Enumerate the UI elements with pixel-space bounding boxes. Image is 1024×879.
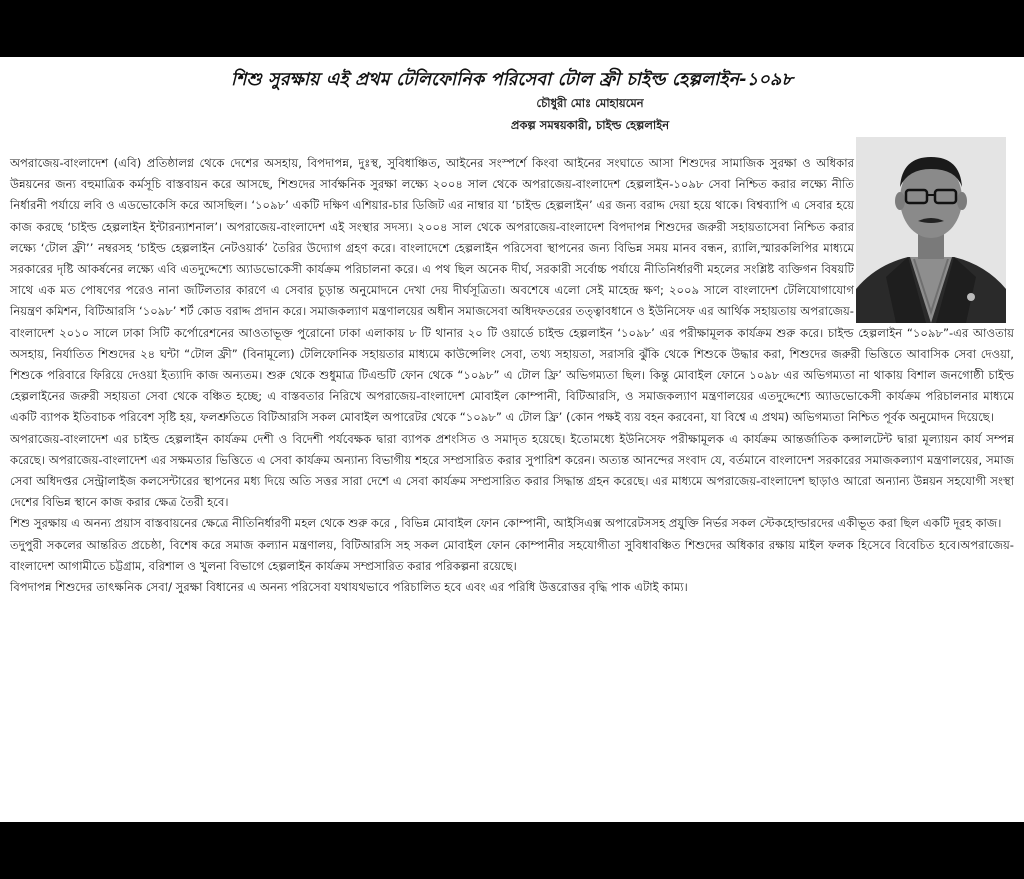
article-page — [0, 57, 1024, 822]
author-designation: প্রকল্প সমন্বয়কারী, চাইল্ড হেল্পলাইন — [510, 118, 670, 132]
paragraph-1: অপরাজেয়-বাংলাদেশ (এবি) প্রতিষ্ঠালগ্ন থেকে দেশের অসহায়, বিপদাপন্ন, দুঃস্থ, সুবিধাঞ্চিত, আইনের সংস্পর্শে কিংবা আইনের সংঘাতে আসা শিশুদের সামাজিক সুরক্ষা ও অধিকার উন্নয়নের জন্য বহুমাত্রিক কর্মসূচি বাস্তবায়ন করে আসছে, শিশুদের সার্বক্ষনিক সুরক্ষা লক্ষ্যে ২০০৪ সাল থেকে অপরাজেয়-বাংলাদেশ হেল্পলাইন-১০৯৮ সেবা নিশ্চিত করার লক্ষ্যে নীতি নির্ধারনী পর্যায়ে লবি ও এডভোকেসি করে আসছিল। ‘১০৯৮’ একটি দক্ষিণ এশিয়ার-চার ডিজিট এর নাম্বার যা ‘চাইল্ড হেল্পলাইন’ এর জন্য বরাদ্দ দেয়া হয়ে থাকে। বিশ্বব্যাপি এ সেবার হয়ে কাজ করছে ‘চাইল্ড হেল্পলাইন ইন্টারন্যাশনাল’। অপরাজেয়-বাংলাদেশ এই সংস্থার সদস্য। ২০০৪ সাল থেকে অপরাজেয়-বাংলাদেশ বিপদাপন্ন শিশুদের জরুরী সহায়তাসেবা নিশ্চিত করার লক্ষ্যে ‘টোল ফ্রী’’ নম্বরসহ ‘চাইল্ড হেল্পলাইন নেটওয়ার্ক’ তৈরির উদ্যোগ গ্রহণ করে। বাংলাদেশে হেল্পলাইন পরিসেবা স্থাপনের জন্য বিভিন্ন সময় মানব বন্ধন, র‌্যালি,স্মারকলিপির মাধ্যমে সরকারের দৃষ্টি আকর্ষনের লক্ষ্যে এবি এতদুদ্দেশ্যে অ্যাডভোকেসী কার্যক্রম পরিচালনা করে। এ পথ ছিল অনেক দীর্ঘ, সরকারী সর্বোচ্চ পর্যায়ে নীতিনির্ধারণী মহলের সংশ্লিষ্ট ব্যক্তিগন বিষয়টি সাথে এক মত পোষণের পরেও নানা জটিলতার কারণে এ সেবার চূড়ান্ত অনুমোদনে দেখা দেয় দীর্ঘসূত্রিতা। অবশেষে এলো সেই মাহেন্দ্র ক্ষণ; ২০০৯ সালে বাংলাদেশ টেলিযোগাযোগ নিয়ন্ত্রণ কমিশন, বিটিআরসি ‘১০৯৮’ শর্ট কোড বরাদ্দ প্রদান করে। সমাজকল্যাণ মন্ত্রণালয়ের অধীন সমাজসেবা অধিদফতরের তত্ত্বাবধানে ও ইউনিসেফ এর আর্থিক সহায়তায় অপরাজেয়-বাংলাদেশ ২০১০ সালে ঢাকা সিটি কর্পোরেশনের আওতাভূক্ত পুরোনো ঢাকা এলাকায় ৮ টি থানার ২০ টি ওয়ার্ডে চাইল্ড হেল্পলাইন ‘১০৯৮’ এর পরীক্ষামূলক কার্যক্রম শুরু করে। চাইল্ড হেল্পলাইন “১০৯৮”-এর আওতায় অসহায়, নির্যাতিত শিশুদের ২৪ ঘন্টা “টোল ফ্রী” (বিনামূল্যে) টেলিফোনিক সহায়তার মাধ্যমে কাউন্সেলিং সেবা, তথ্য সহায়তা, সরাসরি ঝুঁকি থেকে শিশুকে উদ্ধার করা, শিশুদের জরুরী ভিত্তিতে আবাসিক সেবা দেওয়া, শিশুকে পরিবারে ফিরিয়ে দেওয়া ইত্যাদি কাজ অন্যতম। শুরু থেকে শুধুমাত্র টিএন্ডটি ফোন থেকে “১০৯৮” এ টোল ফ্রি’ অভিগম্যতা ছিল। কিন্তু মোবাইল ফোনে ১০৯৮ এর অভিগম্যতা না থাকায় বিশাল জনগোষ্ঠী চাইল্ড হেল্পলাইনের জরুরী সহায়তা সেবা থেকে বঞ্চিত হচ্ছে; এ বাস্তবতার নিরিখে অপরাজেয়-বাংলাদেশ মোবাইল কোম্পানী, বিটিআরসি, ও সমাজকল্যাণ মন্ত্রণালয়ের এতদুদ্দেশ্যে অ্যাডভোকেসী কার্যক্রম পরিচালনার মাধ্যমে একটি ব্যাপক ইতিবাচক পরিবেশ সৃষ্টি হয়, ফলশ্রুতিতে বিটিআরসি সকল মোবাইল অপারেটর থেকে “১০৯৮” এ টোল ফ্রি’ (কোন পক্ষই ব্যয় বহন করবেনা, যা বিশ্বে এ প্রথম) অভিগম্যতা নিশ্চিত পূর্বক অনুমোদন দিয়েছে। — [10, 156, 1014, 425]
article-title: শিশু সুরক্ষায় এই প্রথম টেলিফোনিক পরিসেবা টোল ফ্রী চাইল্ড হেল্পলাইন-১০৯৮ — [230, 70, 794, 90]
paragraph-3: শিশু সুরক্ষায় এ অনন্য প্রয়াস বাস্তবায়নের ক্ষেত্রে নীতিনির্ধারণী মহল থেকে শুরু করে , বিভিন্ন মোবাইল ফোন কোম্পানী, আইসিএক্স অপারেটসসহ প্রযুক্তি নির্ভর সকল স্টেকহোল্ডারদের একীভূত করা ছিল একটি দূরহ কাজ। — [10, 516, 1002, 531]
paragraph-5: বিপদাপন্ন শিশুদের তাৎক্ষনিক সেবা/ সুরক্ষা বিধানের এ অনন্য পরিসেবা যথাযথভাবে পরিচালিত হবে এবং এর পরিধি উত্তরোত্তর বৃদ্ধি পাক এটাই কাম্য। — [10, 580, 688, 595]
article-body — [10, 153, 1014, 598]
paragraph-2: অপরাজেয়-বাংলাদেশ এর চাইল্ড হেল্পলাইন কার্যক্রম দেশী ও বিদেশী পর্যবেক্ষক দ্বারা ব্যাপক প্রশংসিত ও সমাদৃত হয়েছে। ইতোমধ্যে ইউনিসেফ পরীক্ষামূলক এ কার্যক্রম আন্তর্জাতিক কন্সালটেন্ট দ্বারা মূল্যায়ন কার্য সম্পন্ন করেছে। অপরাজেয়-বাংলাদেশ এর সক্ষমতার ভিত্তিতে এ সেবা কার্যক্রম অন্যান্য বিভাগীয় শহরে সম্প্রসারিত করার সুপারিশ করেন। অত্যন্ত আনন্দের সংবাদ যে, বর্তমানে বাংলাদেশ সরকারের সমাজকল্যাণ মন্ত্রণালয়ের, সমাজ সেবা অধিদপ্তর সেন্ট্রালাইজ কলসেন্টারের স্থাপনের মধ্য দিয়ে অতি সত্তর সারা দেশে এ সেবা কার্যক্রম সম্প্রসারিত করার সিদ্ধান্ত গ্রহন করেছে। এর মাধ্যমে অপরাজেয়-বাংলাদেশ ছাড়াও আরো অন্যান্য উন্নয়ন সহযোগী সংস্থা দেশের বিভিন্ন স্থানে কাজ করার ক্ষেত্র তৈরী হবে। — [10, 431, 1014, 510]
author-name: চৌধুরী মোঃ মোহায়মেন — [536, 96, 644, 110]
paragraph-4: তদুপুরী সকলের আন্তরিত প্রচেষ্ঠা, বিশেষ করে সমাজ কল্যান মন্ত্রণালয়, বিটিআরসি সহ সকল মোবাইল ফোন কোম্পানীর সহযোগীতা সুবিধাবঞ্চিত শিশুদের অধিকার রক্ষায় মাইল ফলক হিসেবে বিবেচিত হবে।অপরাজেয়-বাংলাদেশ আগামীতে চট্টগ্রাম, বরিশাল ও খুলনা বিভাগে হেল্পলাইন কার্যক্রম সম্প্রসারিত করার পরিকল্পনা রয়েছে। — [10, 537, 1014, 573]
